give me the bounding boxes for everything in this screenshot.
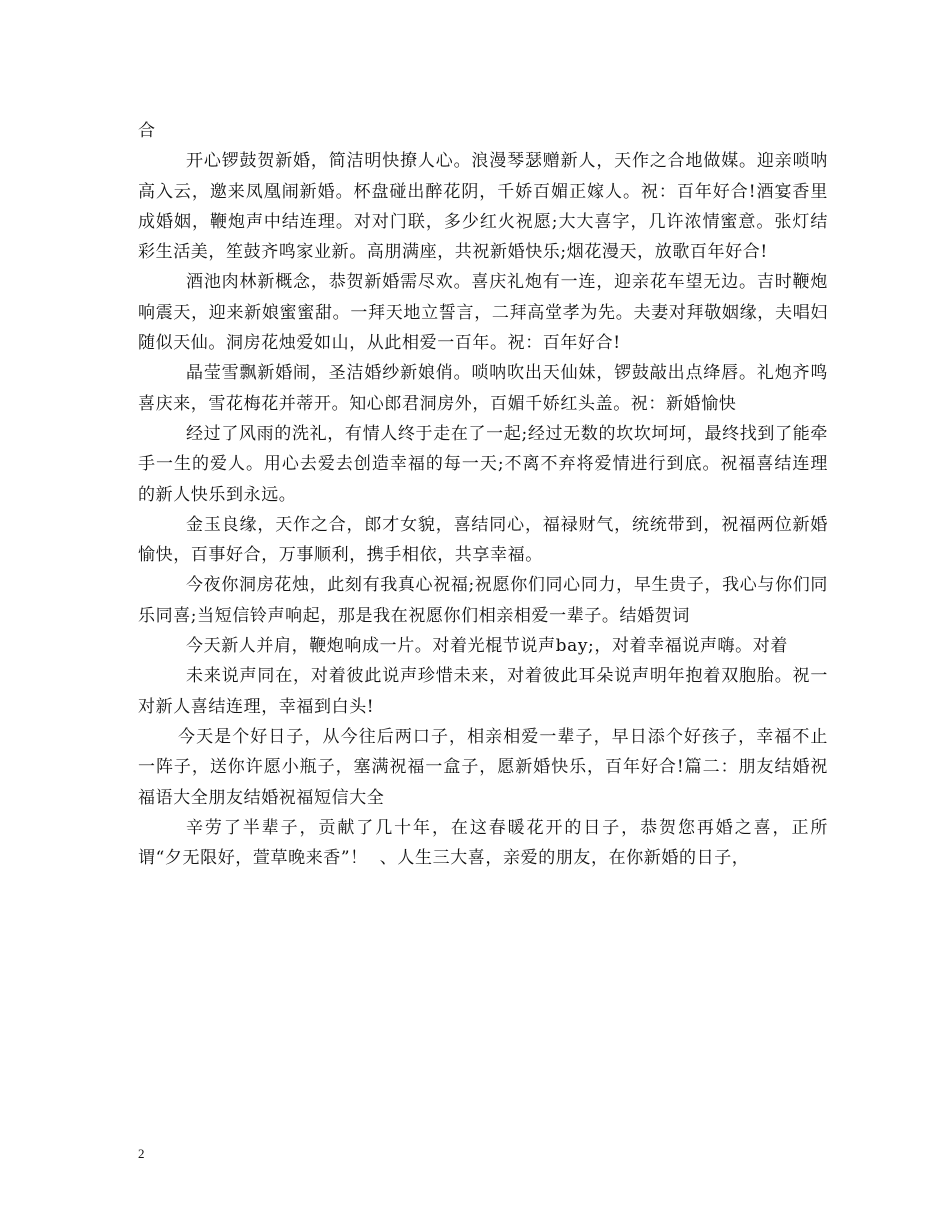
paragraph: 今天是个好日子，从今往后两口子，相亲相爱一辈子，早日添个好孩子，幸福不止一阵子，送你许愿小瓶子，塞满祝福一盒子，愿新婚快乐，百年好合!篇二：朋友结婚祝福语大全朋友结婚祝福短信大全 [138,726,828,808]
paragraph: 今天新人并肩，鞭炮响成一片。对着光棍节说声bay;，对着幸福说声嗨。对着 [186,636,788,657]
paragraph: 开心锣鼓贺新婚，简洁明快撩人心。浪漫琴瑟赠新人，天作之合地做媒。迎亲唢呐高入云，邀来凤凰闹新婚。杯盘碰出醉花阴，千娇百媚正嫁人。祝：百年好合!酒宴香里成婚姻，鞭炮声中结连理。对对门联，多少红火祝愿;大大喜字，几许浓情蜜意。张灯结彩生活美，笙鼓齐鸣家业新。高朋满座，共祝新婚快乐;烟花漫天，放歌百年好合! [138,151,828,263]
paragraph: 今夜你洞房花烛，此刻有我真心祝福;祝愿你们同心同力，早生贵子，我心与你们同乐同喜;当短信铃声响起，那是我在祝愿你们相亲相爱一辈子。结婚贺词 [138,575,828,626]
paragraph: 晶莹雪飘新婚闹，圣洁婚纱新娘俏。唢呐吹出天仙妹，锣鼓敲出点绛唇。礼炮齐鸣喜庆来，雪花梅花并蒂开。知心郎君洞房外，百媚千娇红头盖。祝：新婚愉快 [138,363,828,414]
document-body [138,116,828,873]
paragraph: 金玉良缘，天作之合，郎才女貌，喜结同心，福禄财气，统统带到，祝福两位新婚愉快，百事好合，万事顺利，携手相依，共享幸福。 [138,514,828,566]
paragraph-continuation: 合 [138,121,156,141]
paragraph: 辛劳了半辈子，贡献了几十年，在这春暖花开的日子，恭贺您再婚之喜，正所谓“夕无限好，萱草晚来香”！ 、人生三大喜，亲爱的朋友，在你新婚的日子， [138,817,828,869]
paragraph: 未来说声同在，对着彼此说声珍惜未来，对着彼此耳朵说声明年抱着双胞胎。祝一对新人喜结连理，幸福到白头! [138,666,828,717]
paragraph: 酒池肉林新概念，恭贺新婚需尽欢。喜庆礼炮有一连，迎亲花车望无边。吉时鞭炮响震天，迎来新娘蜜蜜甜。一拜天地立誓言，二拜高堂孝为先。夫妻对拜敬姻缘，夫唱妇随似天仙。洞房花烛爱如山，从此相爱一百年。祝：百年好合! [138,272,828,354]
page-number: 2 [138,1146,145,1161]
paragraph: 经过了风雨的洗礼，有情人终于走在了一起;经过无数的坎坎坷坷，最终找到了能牵手一生的爱人。用心去爱去创造幸福的每一天;不离不弃将爱情进行到底。祝福喜结连理的新人快乐到永远。 [138,423,828,505]
